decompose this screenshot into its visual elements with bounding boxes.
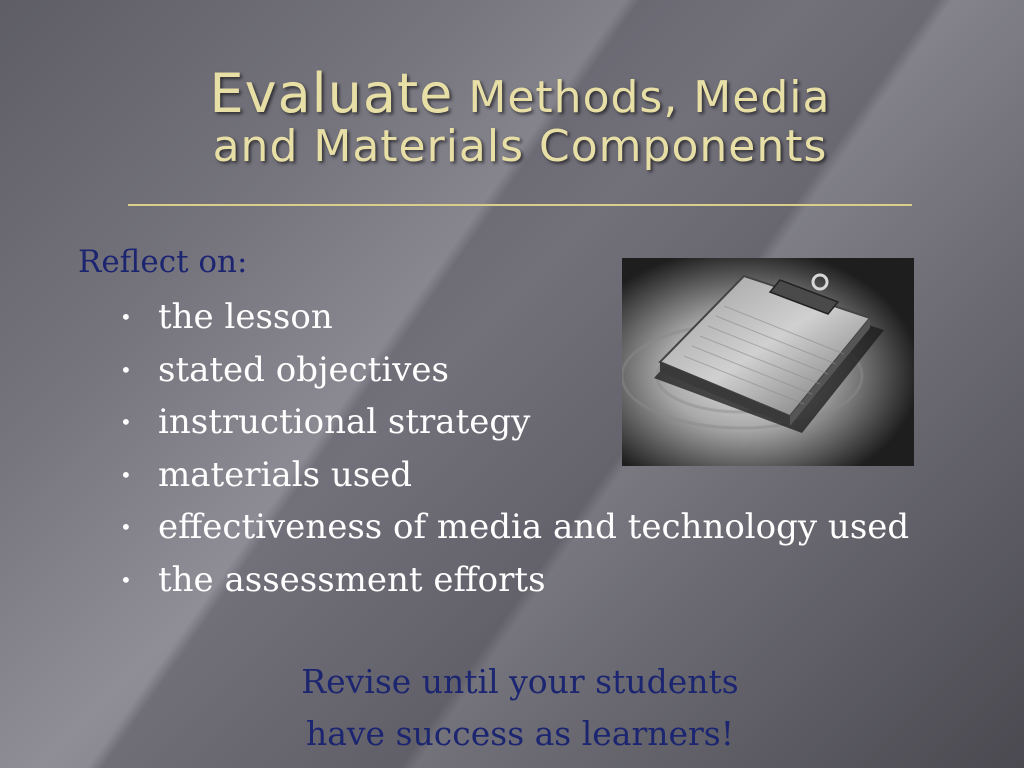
title-underline — [128, 204, 912, 206]
title-rest-line1: Methods, Media — [453, 72, 831, 123]
bullet-text: effectiveness of media and technology used — [158, 507, 910, 547]
bullet-icon: • — [120, 305, 132, 329]
bullet-text: the assessment efforts — [158, 559, 546, 600]
bullet-item — [120, 557, 909, 610]
reflect-label: Reflect on: — [78, 244, 248, 280]
bullet-icon: • — [120, 567, 132, 592]
closing-line2: have success as learners! — [305, 714, 735, 753]
bullet-text: the lesson — [158, 297, 333, 337]
title-word-evaluate: Evaluate — [209, 62, 454, 125]
bullet-icon: • — [120, 357, 132, 382]
clipboard-icon — [622, 258, 914, 466]
closing-message — [200, 656, 840, 760]
bullet-text: stated objectives — [158, 349, 449, 390]
bullet-icon: • — [120, 410, 132, 434]
bullet-text: instructional strategy — [158, 402, 531, 442]
slide-title — [128, 64, 912, 172]
bullet-icon: • — [120, 462, 132, 487]
bullet-icon: • — [120, 515, 132, 539]
title-line2: and Materials Components — [212, 121, 828, 173]
clipboard-photo — [622, 258, 914, 466]
bullet-item — [120, 504, 909, 557]
closing-line1: Revise until your students — [301, 662, 739, 701]
bullet-text: materials used — [158, 454, 413, 495]
